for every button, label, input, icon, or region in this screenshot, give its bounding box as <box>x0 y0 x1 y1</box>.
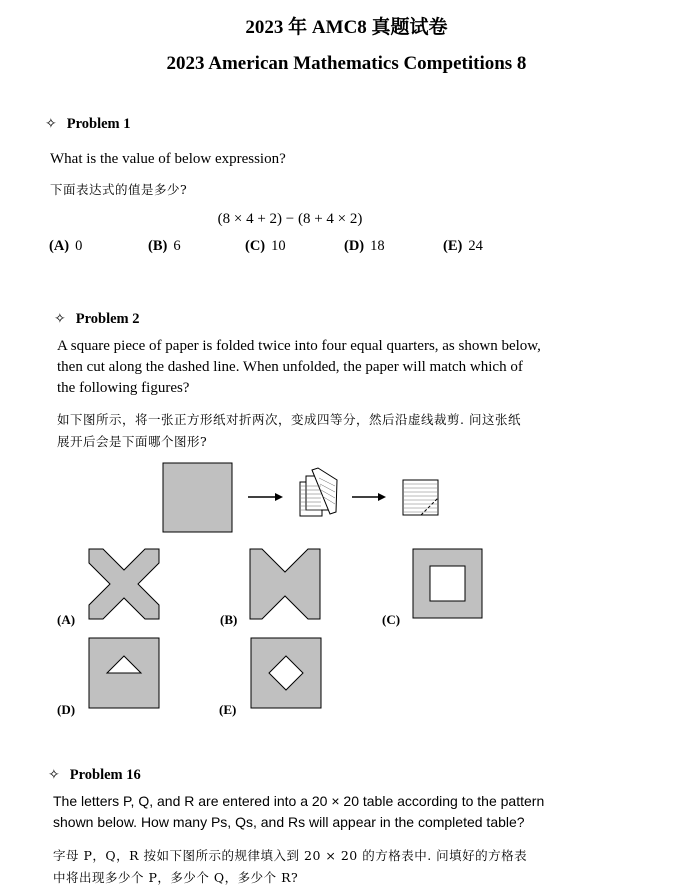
choice-e-value: 24 <box>468 238 483 254</box>
option-e-label: (E) <box>219 702 237 717</box>
option-c-label: (C) <box>382 612 401 627</box>
arrow-icon <box>248 493 283 501</box>
square-shape <box>89 638 159 708</box>
option-b-label: (B) <box>220 612 238 627</box>
folded-quarter-icon <box>403 480 438 515</box>
frame-shape <box>413 549 482 618</box>
problem-2-line-1: A square piece of paper is folded twice into four equal quarters, as shown below, <box>57 338 541 354</box>
problem-16-cn-line-2: 中将出现多少个 P，多少个 Q，多少个 R? <box>53 870 299 885</box>
diamond-star-icon: ✧ <box>54 311 66 327</box>
problem-2-cn-line-2: 展开后会是下面哪个图形? <box>57 434 208 449</box>
choice-b-label: (B) <box>148 238 168 254</box>
choice-c-label: (C) <box>245 238 266 254</box>
diamond-hole <box>269 656 303 690</box>
diamond-star-icon: ✧ <box>45 116 57 132</box>
choice-b-value: 6 <box>173 238 181 254</box>
problem-16-text-cn <box>53 845 527 889</box>
option-a-label: (A) <box>57 612 76 627</box>
title-chinese: 2023 年 AMC8 真题试卷 <box>245 17 448 38</box>
problem-2-heading <box>54 311 140 328</box>
choice-d-label: (D) <box>344 238 365 254</box>
choice-c[interactable] <box>245 238 286 255</box>
choice-a-value: 0 <box>75 238 83 254</box>
title-english: 2023 American Mathematics Competitions 8 <box>166 53 527 74</box>
diamond-star-icon: ✧ <box>48 767 60 783</box>
problem-16-title: Problem 16 <box>69 767 141 783</box>
triangle-hole <box>107 656 141 673</box>
problem-2-text-cn <box>57 409 521 453</box>
problem-16-heading <box>48 767 141 784</box>
problem-1-heading <box>45 116 131 133</box>
choice-e-label: (E) <box>443 238 463 254</box>
problem-1-expression: (8 × 4 + 2) − (8 + 4 × 2) <box>217 211 363 227</box>
problem-2-text-en <box>57 336 541 399</box>
problem-16-text-en <box>53 791 544 833</box>
paper-square <box>163 463 232 532</box>
square-shape <box>251 638 321 708</box>
arrow-icon <box>352 493 386 501</box>
bowtie-shape <box>250 549 320 619</box>
problem-2-title: Problem 2 <box>75 311 140 327</box>
choice-a-label: (A) <box>49 238 70 254</box>
problem-16-line-2: shown below. How many Ps, Qs, and Rs will appear in the completed table? <box>53 814 525 830</box>
problem-1-title: Problem 1 <box>66 116 131 132</box>
problem-16-cn-line-1: 字母 P，Q，R 按如下图所示的规律填入到 20 × 20 的方格表中. 问填好的方格表 <box>53 848 528 863</box>
problem-2-cn-line-1: 如下图所示，将一张正方形纸对折两次，变成四等分，然后沿虚线裁剪. 问这张纸 <box>57 412 521 427</box>
option-d-label: (D) <box>57 702 76 717</box>
choice-b[interactable] <box>148 238 181 255</box>
choice-c-value: 10 <box>271 238 286 254</box>
folded-paper-icon <box>300 468 337 516</box>
choice-d-value: 18 <box>370 238 385 254</box>
square-hole <box>430 566 465 601</box>
problem-16-line-1: The letters P, Q, and R are entered into a 20 × 20 table according to the pattern <box>53 793 545 809</box>
choice-a[interactable] <box>49 238 82 255</box>
choice-d[interactable] <box>344 238 385 255</box>
choice-e[interactable] <box>443 238 483 255</box>
problem-2-line-3: the following figures? <box>57 380 190 396</box>
problem-2-line-2: then cut along the dashed line. When unfolded, the paper will match which of <box>57 359 523 375</box>
x-shape <box>89 549 159 619</box>
problem-1-text-cn: 下面表达式的值是多少? <box>50 182 188 197</box>
problem-1-text-en: What is the value of below expression? <box>50 151 286 167</box>
